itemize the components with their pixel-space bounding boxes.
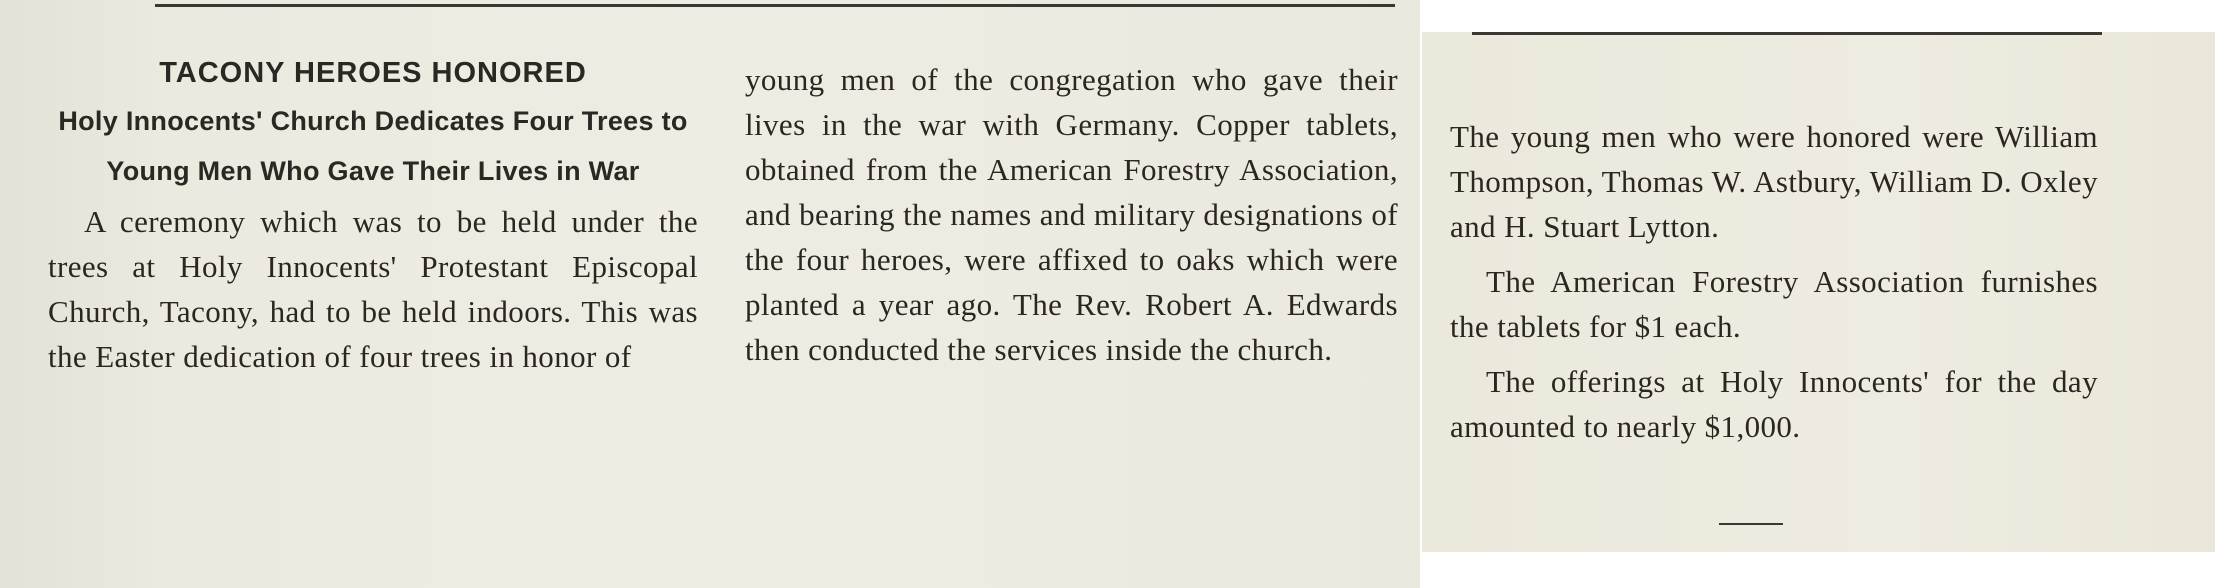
top-rule: [1472, 32, 2102, 35]
top-rule: [155, 4, 1395, 7]
article-paragraph-2: The young men who were honored were William Thompson, Thomas W. Astbury, William D. Oxley and H. Stuart Lytton.: [1450, 119, 2098, 244]
column-2: [745, 57, 1398, 372]
column-3: [1450, 114, 2098, 449]
article-subheadline: Holy Innocents' Church Dedicates Four Trees to Young Men Who Gave Their Lives in War: [58, 106, 688, 186]
article-paragraph-3: The American Forestry Association furnishes the tablets for $1 each.: [1450, 264, 2098, 344]
end-rule: [1719, 523, 1783, 525]
article-paragraph-1-continued: young men of the congregation who gave their lives in the war with Germany. Copper tablets, obtained from the American Forestry Association, and bearing the names and military designations of the four heroes, were affixed to oaks which were planted a year ago. The Rev. Robert A. Edwards then conducted the services inside the church.: [745, 62, 1398, 367]
column-1: [48, 50, 698, 379]
article-paragraph-4: The offerings at Holy Innocents' for the day amounted to nearly $1,000.: [1450, 364, 2098, 444]
article-headline: TACONY HEROES HONORED: [159, 57, 587, 89]
article-paragraph-1: A ceremony which was to be held under the trees at Holy Innocents' Protestant Episcopal Church, Tacony, had to be held indoors. This was the Easter dedication of four trees in honor of: [48, 204, 698, 374]
